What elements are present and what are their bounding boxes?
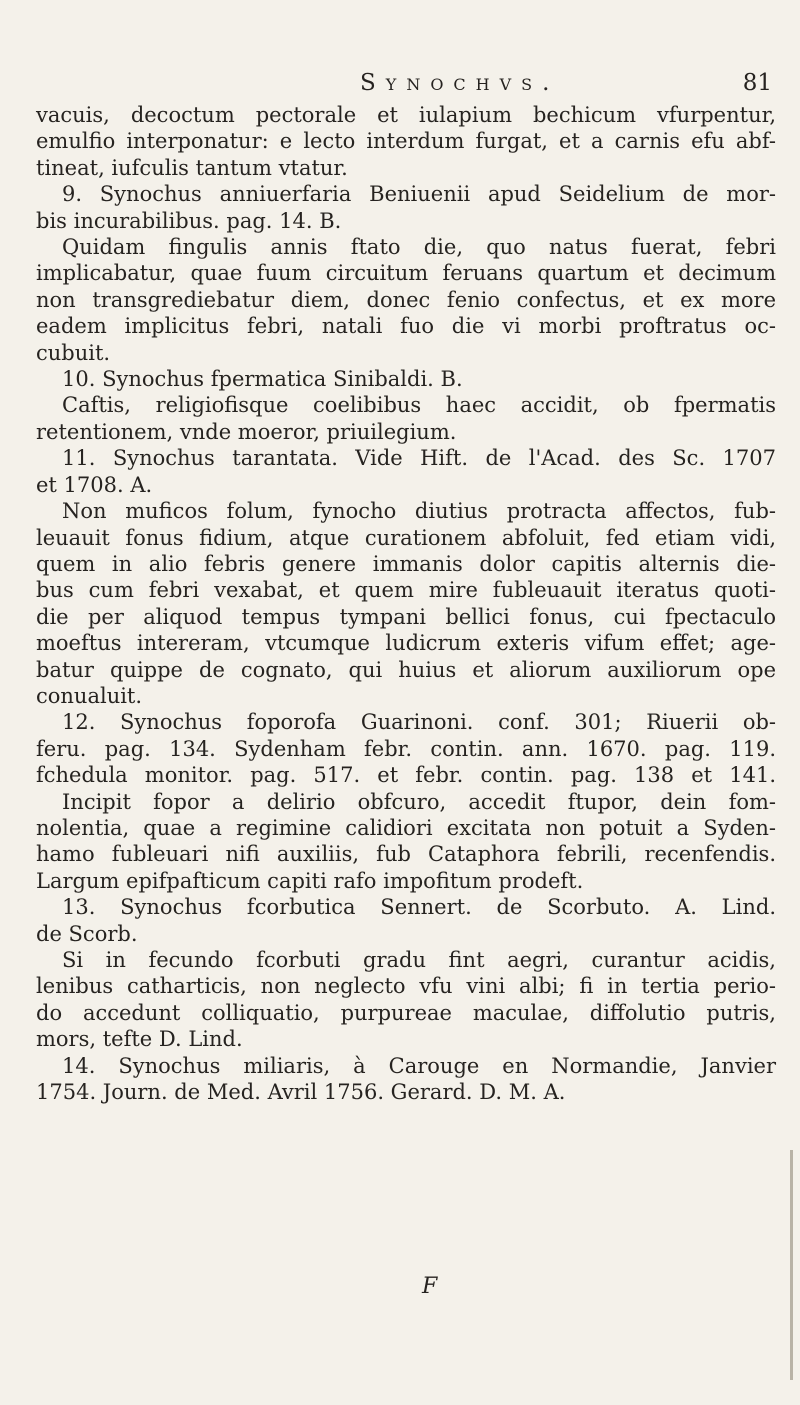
text-line: lenibus catharticis, non neglecto vfu vini albi; fi in tertia perio- — [36, 974, 776, 999]
entry-heading: 12. Synochus foporofa Guarinoni. conf. 301; Riuerii ob- — [62, 710, 776, 735]
text-line: die per aliquod tempus tympani bellici fonus, cui fpectaculo — [36, 604, 776, 629]
text-line: vacuis, decoctum pectorale et iulapium bechicum vfurpentur, — [36, 103, 776, 127]
text-line: conualuit. — [36, 683, 143, 708]
binding-shadow — [790, 1150, 793, 1380]
text-line: tineat, iufculis tantum vtatur. — [36, 155, 348, 180]
text-line: Si in fecundo fcorbuti gradu fint aegri, curantur acidis, — [62, 948, 776, 972]
body-text — [36, 102, 776, 1105]
signature-mark: F — [422, 1274, 438, 1299]
text-line: cubuit. — [36, 340, 111, 365]
entry-heading: 9. Synochus anniuerfaria Beniuenii apud Seidelium de mor- — [62, 182, 776, 207]
text-line: bus cum febri vexabat, et quem mire fubleuauit iteratus quoti- — [36, 578, 776, 603]
text-line: Non muficos folum, fynocho diutius protracta affectos, fub- — [62, 499, 776, 524]
text-line: batur quippe de cognato, qui huius et aliorum auxiliorum ope — [36, 657, 776, 682]
text-line: Incipit fopor a delirio obfcuro, accedit ftupor, dein fom- — [62, 789, 776, 814]
running-title: Synochvs. — [360, 70, 560, 96]
text-line: eadem implicitus febri, natali fuo die vi morbi proftratus oc- — [36, 314, 776, 339]
text-line: retentionem, vnde moeror, priuilegium. — [36, 419, 457, 444]
entry-heading: 10. Synochus fpermatica Sinibaldi. B. — [62, 367, 463, 392]
text-line: emulfio interponatur: e lecto interdum furgat, et a carnis efu abf- — [36, 129, 776, 154]
text-line: hamo fubleuari nifi auxiliis, fub Cataphora febrili, recenfendis. — [36, 842, 776, 867]
text-line: 1754. Journ. de Med. Avril 1756. Gerard. D. M. A. — [36, 1080, 566, 1105]
text-line: moeftus intereram, vtcumque ludicrum exteris vifum effet; age- — [36, 631, 776, 656]
text-line: fchedula monitor. pag. 517. et febr. contin. pag. 138 et 141. — [36, 763, 776, 788]
text-line: non transgrediebatur diem, donec fenio confectus, et ex more — [36, 287, 776, 312]
text-line: nolentia, quae a regimine calidiori excitata non potuit a Syden- — [36, 815, 776, 840]
text-line: quem in alio febris genere immanis dolor capitis alternis die- — [36, 551, 776, 576]
page-number: 81 — [742, 70, 772, 96]
text-line: de Scorb. — [36, 921, 138, 946]
text-line: implicabatur, quae fuum circuitum feruans quartum et decimum — [36, 261, 776, 286]
text-line: Largum epifpafticum capiti rafo impofitum prodeft. — [36, 868, 584, 893]
text-line: feru. pag. 134. Sydenham febr. contin. ann. 1670. pag. 119. — [36, 736, 776, 761]
text-line: bis incurabilibus. pag. 14. B. — [36, 208, 342, 233]
entry-heading: 13. Synochus fcorbutica Sennert. de Scorbuto. A. Lind. — [62, 895, 776, 920]
text-line: leuauit fonus fidium, atque curationem abfoluit, fed etiam vidi, — [36, 525, 776, 550]
entry-heading: 11. Synochus tarantata. Vide Hift. de l'Acad. des Sc. 1707 — [62, 446, 776, 471]
text-line: do accedunt colliquatio, purpureae maculae, diffolutio putris, — [36, 1000, 776, 1025]
entry-heading: 14. Synochus miliaris, à Carouge en Normandie, Janvier — [62, 1053, 776, 1078]
text-line: Caftis, religiofisque coelibibus haec accidit, ob fpermatis — [62, 393, 776, 418]
text-line: Quidam fingulis annis ftato die, quo natus fuerat, febri — [62, 235, 776, 260]
text-line: et 1708. A. — [36, 472, 153, 497]
text-line: mors, tefte D. Lind. — [36, 1027, 243, 1052]
